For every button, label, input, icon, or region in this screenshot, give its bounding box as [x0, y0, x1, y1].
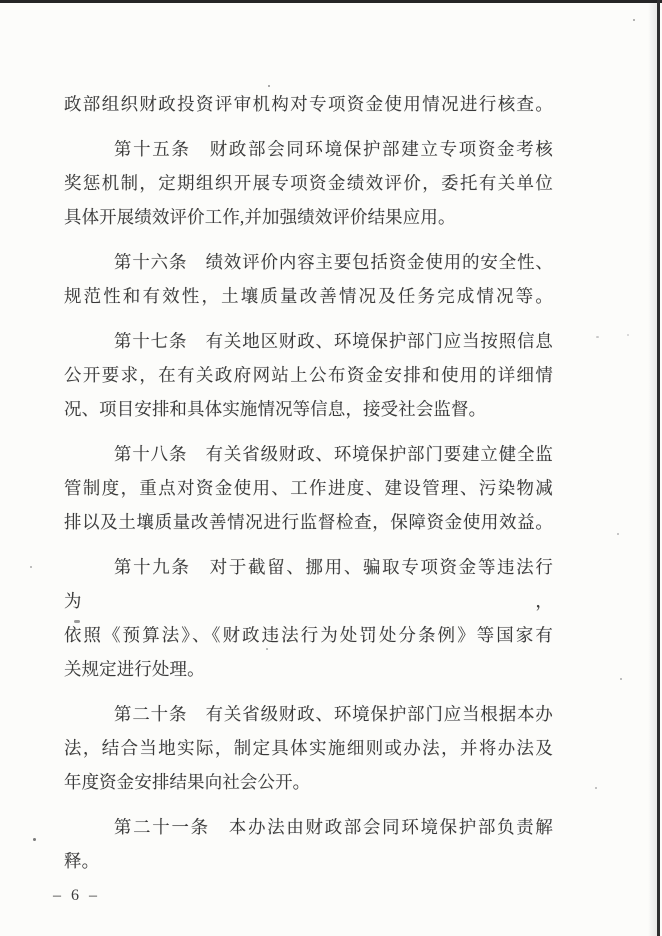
- text-line: 第十八条 有关省级财政、环境保护部门要建立健全监: [114, 444, 553, 464]
- scan-edge-right: [657, 0, 660, 936]
- text-line: 奖惩机制，定期组织开展专项资金绩效评价，委托有关单位: [64, 173, 553, 193]
- text-line: 第十九条 对于截留、挪用、骗取专项资金等违法行为，: [64, 557, 553, 611]
- scan-edge-right-shadow: [648, 0, 657, 936]
- scan-speck: [30, 566, 32, 568]
- scan-speck: [617, 533, 619, 535]
- scan-speck: [266, 648, 268, 650]
- text-line: 第二十一条 本办法由财政部会同环境保护部负责解: [114, 817, 553, 837]
- paragraph-article-20: [64, 697, 553, 799]
- paragraph-article-18: [64, 437, 553, 539]
- text-line: 依照《预算法》、《财政违法行为处罚处分条例》等国家有: [64, 625, 553, 645]
- paragraph-continuation: [64, 87, 553, 121]
- text-line: 具体开展绩效评价工作,并加强绩效评价结果应用。: [64, 207, 456, 227]
- paragraph-article-16: [64, 245, 553, 313]
- text-line: 释。: [64, 851, 100, 871]
- scan-speck: [596, 336, 599, 338]
- text-line: 公开要求，在有关政府网站上公布资金安排和使用的详细情: [64, 365, 553, 385]
- text-line: 法，结合当地实际，制定具体实施细则或办法，并将办法及: [64, 738, 553, 758]
- document-body: [64, 87, 553, 878]
- paragraph-article-17: [64, 324, 553, 426]
- scan-speck: [595, 787, 597, 789]
- text-line: 关规定进行处理。: [64, 659, 205, 679]
- scan-edge-top: [0, 0, 662, 3]
- scan-smudge: [74, 620, 80, 623]
- scan-speck: [620, 678, 622, 680]
- text-line: 况、项目安排和具体实施情况等信息，接受社会监督。: [64, 399, 487, 419]
- scan-speck: [33, 838, 36, 841]
- text-line: 管制度，重点对资金使用、工作进度、建设管理、污染物减: [64, 478, 553, 498]
- scan-speck: [633, 19, 635, 21]
- page-number: – 6 –: [53, 887, 100, 904]
- paragraph-article-19: [64, 550, 553, 686]
- scan-speck: [268, 85, 270, 87]
- text-line: 政部组织财政投资评审机构对专项资金使用情况进行核查。: [64, 94, 553, 114]
- text-line: 规范性和有效性，土壤质量改善情况及任务完成情况等。: [64, 286, 553, 306]
- paragraph-article-15: [64, 132, 553, 234]
- paragraph-article-21: [64, 810, 553, 878]
- text-line: 第十六条 绩效评价内容主要包括资金使用的安全性、: [114, 252, 553, 272]
- text-line: 第十五条 财政部会同环境保护部建立专项资金考核: [114, 139, 553, 159]
- scan-speck: [627, 334, 629, 336]
- text-line: 第二十条 有关省级财政、环境保护部门应当根据本办: [114, 704, 553, 724]
- text-line: 排以及土壤质量改善情况进行监督检查，保障资金使用效益。: [64, 512, 553, 532]
- text-line: 第十七条 有关地区财政、环境保护部门应当按照信息: [114, 331, 553, 351]
- text-line: 年度资金安排结果向社会公开。: [64, 772, 311, 792]
